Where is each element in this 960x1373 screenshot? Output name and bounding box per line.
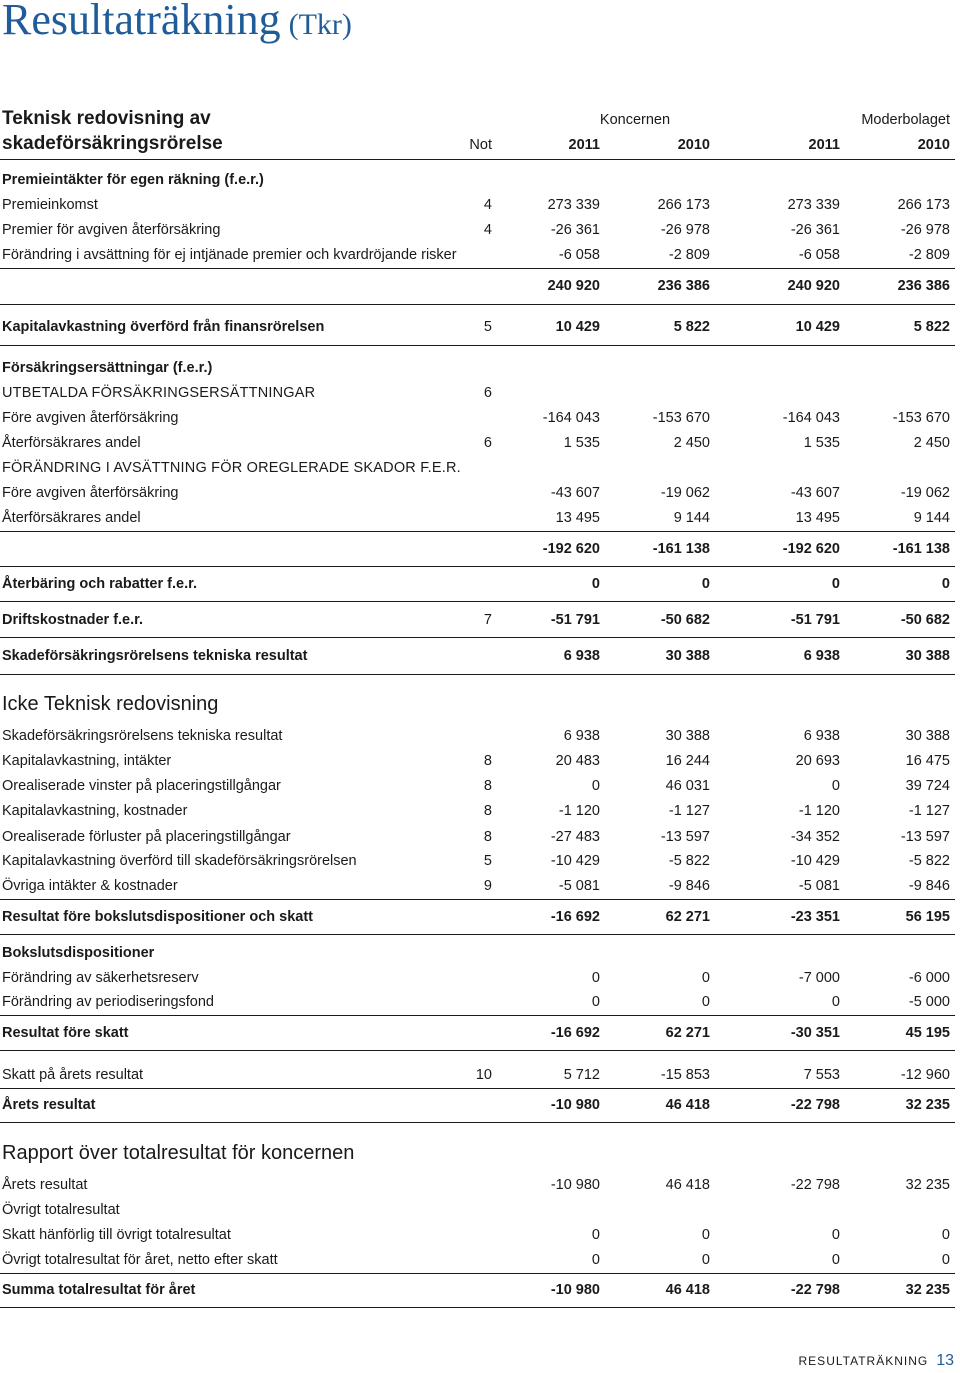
- row-value: -2 809: [908, 247, 950, 263]
- row-value: 6 938: [563, 648, 600, 664]
- row-value: 32 235: [905, 1097, 950, 1113]
- row-value: 6 938: [803, 728, 840, 744]
- table-row-total: [0, 1280, 955, 1300]
- row-label: Resultat före bokslutsdispositioner och skatt: [2, 909, 313, 925]
- row-value: 7 553: [803, 1067, 840, 1083]
- row-value: 6 938: [563, 728, 600, 744]
- row-value: -153 670: [892, 410, 950, 426]
- row-value: 236 386: [897, 278, 950, 294]
- row-value: 5 712: [563, 1067, 600, 1083]
- row-value: 0: [831, 994, 840, 1010]
- row-value: -9 846: [668, 878, 710, 894]
- row-value: -22 798: [790, 1177, 840, 1193]
- row-value: 32 235: [905, 1177, 950, 1193]
- table-row-total: [0, 646, 955, 666]
- row-value: 0: [701, 994, 710, 1010]
- row-value: -43 607: [550, 485, 600, 501]
- row-value: -10 980: [550, 1177, 600, 1193]
- row-value: 236 386: [657, 278, 710, 294]
- section-heading: [0, 1141, 955, 1165]
- rule: [0, 1050, 955, 1051]
- rule: [0, 674, 955, 675]
- rule: [0, 345, 955, 346]
- table-row-subtotal: [0, 539, 955, 559]
- row-value: 0: [591, 994, 600, 1010]
- row-value: -26 361: [550, 222, 600, 238]
- row-label: Skatt hänförlig till övrigt totalresultat: [2, 1227, 231, 1243]
- row-value: 6 938: [803, 648, 840, 664]
- row-value: -192 620: [782, 541, 840, 557]
- column-group-moderbolaget: Moderbolaget: [861, 112, 950, 128]
- row-note: 10: [475, 1067, 492, 1083]
- row-label: Övriga intäkter & kostnader: [2, 878, 178, 894]
- row-value: 13 495: [795, 510, 840, 526]
- column-header-year: 2010: [917, 137, 950, 153]
- column-group-koncernen: Koncernen: [599, 112, 671, 128]
- row-value: -26 978: [660, 222, 710, 238]
- row-note: 4: [483, 222, 492, 238]
- row-value: 240 920: [787, 278, 840, 294]
- row-value: 20 693: [795, 753, 840, 769]
- row-label: Resultat före skatt: [2, 1025, 129, 1041]
- table-row: [0, 943, 955, 963]
- page-number: 13: [936, 1352, 954, 1369]
- row-note: 5: [483, 319, 492, 335]
- row-value: -5 822: [668, 853, 710, 869]
- row-label: Förändring av periodiseringsfond: [2, 994, 214, 1010]
- section-heading-label: Icke Teknisk redovisning: [2, 693, 219, 715]
- row-value: -161 138: [652, 541, 710, 557]
- row-value: 10 429: [795, 319, 840, 335]
- table-row: [0, 751, 955, 771]
- row-value: 0: [591, 576, 600, 592]
- row-value: -13 597: [660, 829, 710, 845]
- row-value: 30 388: [665, 648, 710, 664]
- rule: [0, 566, 955, 567]
- row-value: -7 000: [798, 970, 840, 986]
- rule: [0, 934, 955, 935]
- row-note: 6: [483, 435, 492, 451]
- row-value: -19 062: [660, 485, 710, 501]
- row-note: 7: [483, 612, 492, 628]
- row-label: Bokslutsdispositioner: [2, 945, 155, 961]
- row-value: -10 980: [550, 1097, 600, 1113]
- row-label: Skadeförsäkringsrörelsens tekniska resultat: [2, 728, 283, 744]
- row-value: 1 535: [563, 435, 600, 451]
- row-label: Försäkringsersättningar (f.e.r.): [2, 360, 213, 376]
- table-row: [0, 220, 955, 240]
- row-value: -6 058: [558, 247, 600, 263]
- page-footer: [799, 1352, 954, 1370]
- row-value: -9 846: [908, 878, 950, 894]
- row-value: 0: [831, 1252, 840, 1268]
- row-value: -1 127: [668, 803, 710, 819]
- page-title-main: Resultaträkning: [2, 0, 281, 44]
- row-value: -51 791: [790, 612, 840, 628]
- row-label: Kapitalavkastning överförd från finansrörelsen: [2, 319, 325, 335]
- table-row-total: [0, 1023, 955, 1043]
- row-label: UTBETALDA FÖRSÄKRINGSERSÄTTNINGAR: [2, 385, 316, 401]
- table-row: [0, 483, 955, 503]
- table-row: [0, 610, 955, 630]
- row-value: -1 120: [798, 803, 840, 819]
- row-note: 4: [483, 197, 492, 213]
- row-value: 5 822: [673, 319, 710, 335]
- column-header-year: 2010: [677, 137, 710, 153]
- row-value: -50 682: [660, 612, 710, 628]
- row-value: -16 692: [550, 1025, 600, 1041]
- row-label: Premieintäkter för egen räkning (f.e.r.): [2, 172, 264, 188]
- row-value: 1 535: [803, 435, 840, 451]
- row-value: 0: [831, 576, 840, 592]
- row-label: Förändring av säkerhetsreserv: [2, 970, 199, 986]
- table-row: [0, 851, 955, 871]
- row-value: 0: [831, 1227, 840, 1243]
- table-row: [0, 195, 955, 215]
- row-value: -5 081: [558, 878, 600, 894]
- row-value: -164 043: [542, 410, 600, 426]
- row-note: 5: [483, 853, 492, 869]
- row-value: -2 809: [668, 247, 710, 263]
- row-value: -16 692: [550, 909, 600, 925]
- row-value: -22 798: [790, 1097, 840, 1113]
- rule: [0, 268, 955, 269]
- row-label: Förändring i avsättning för ej intjänade premier och kvardröjande risker: [2, 247, 457, 263]
- column-header-not: Not: [469, 137, 492, 153]
- row-label: Summa totalresultat för året: [2, 1282, 196, 1298]
- row-value: 30 388: [905, 648, 950, 664]
- row-value: 0: [701, 1252, 710, 1268]
- page-title-unit: (Tkr): [288, 8, 352, 41]
- row-value: -153 670: [652, 410, 710, 426]
- table-row: [0, 1250, 955, 1270]
- row-value: -164 043: [782, 410, 840, 426]
- rule: [0, 1088, 955, 1089]
- row-label: Före avgiven återförsäkring: [2, 410, 179, 426]
- row-label: Kapitalavkastning överförd till skadeförsäkringsrörelsen: [2, 853, 357, 869]
- rule: [0, 601, 955, 602]
- row-value: 0: [941, 1227, 950, 1243]
- row-value: 0: [591, 1252, 600, 1268]
- table-row: [0, 1225, 955, 1245]
- row-label: Driftskostnader f.e.r.: [2, 612, 144, 628]
- row-value: 20 483: [555, 753, 600, 769]
- table-row: [0, 408, 955, 428]
- row-label: Återförsäkrares andel: [2, 435, 141, 451]
- row-value: -10 429: [790, 853, 840, 869]
- row-value: -26 978: [900, 222, 950, 238]
- footer-section-name: RESULTATRÄKNING: [798, 1354, 929, 1368]
- row-value: 9 144: [913, 510, 950, 526]
- row-value: -27 483: [550, 829, 600, 845]
- row-value: 0: [591, 778, 600, 794]
- table-row: [0, 433, 955, 453]
- row-value: 62 271: [665, 909, 710, 925]
- rule: [0, 1273, 955, 1274]
- row-value: 30 388: [905, 728, 950, 744]
- row-value: 0: [831, 778, 840, 794]
- row-value: -161 138: [892, 541, 950, 557]
- row-value: 2 450: [673, 435, 710, 451]
- header-rule: [0, 159, 955, 160]
- row-label: Premieinkomst: [2, 197, 98, 213]
- row-label: Orealiserade vinster på placeringstillgångar: [2, 778, 281, 794]
- row-note: 8: [483, 753, 492, 769]
- row-value: 46 418: [665, 1097, 710, 1113]
- row-note: 9: [483, 878, 492, 894]
- row-value: 16 475: [905, 753, 950, 769]
- section-heading-line1: Teknisk redovisning av: [2, 108, 211, 129]
- row-value: -192 620: [542, 541, 600, 557]
- row-value: -43 607: [790, 485, 840, 501]
- row-value: -5 081: [798, 878, 840, 894]
- row-value: -26 361: [790, 222, 840, 238]
- row-value: 46 418: [665, 1177, 710, 1193]
- table-row-subtotal: [0, 276, 955, 296]
- table-row: [0, 726, 955, 746]
- row-value: 39 724: [905, 778, 950, 794]
- row-label: Återförsäkrares andel: [2, 510, 141, 526]
- rule: [0, 304, 955, 305]
- row-value: -5 000: [908, 994, 950, 1010]
- row-value: 13 495: [555, 510, 600, 526]
- table-row: [0, 358, 955, 378]
- row-label: Skadeförsäkringsrörelsens tekniska resultat: [2, 648, 308, 664]
- table-row: [0, 801, 955, 821]
- section-heading-label: Rapport över totalresultat för koncernen: [2, 1142, 355, 1164]
- row-label: Före avgiven återförsäkring: [2, 485, 179, 501]
- row-value: -12 960: [900, 1067, 950, 1083]
- table-row: [0, 968, 955, 988]
- table-row: [0, 458, 955, 478]
- row-note: 8: [483, 829, 492, 845]
- row-value: -23 351: [790, 909, 840, 925]
- table-row: [0, 992, 955, 1012]
- table-row: [0, 317, 955, 337]
- row-value: -6 000: [908, 970, 950, 986]
- row-label: Årets resultat: [2, 1177, 88, 1193]
- row-value: -10 980: [550, 1282, 600, 1298]
- row-value: -30 351: [790, 1025, 840, 1041]
- table-row-total: [0, 1095, 955, 1115]
- row-label: Skatt på årets resultat: [2, 1067, 144, 1083]
- row-value: -51 791: [550, 612, 600, 628]
- row-value: -50 682: [900, 612, 950, 628]
- row-value: 10 429: [555, 319, 600, 335]
- row-value: 46 031: [665, 778, 710, 794]
- table-row: [0, 574, 955, 594]
- row-value: -22 798: [790, 1282, 840, 1298]
- table-row: [0, 1175, 955, 1195]
- row-note: 8: [483, 803, 492, 819]
- row-value: 9 144: [673, 510, 710, 526]
- row-value: 45 195: [905, 1025, 950, 1041]
- row-label: Årets resultat: [2, 1097, 96, 1113]
- rule: [0, 637, 955, 638]
- row-value: 2 450: [913, 435, 950, 451]
- table-row: [0, 776, 955, 796]
- rule: [0, 531, 955, 532]
- row-value: 56 195: [905, 909, 950, 925]
- row-label: Kapitalavkastning, kostnader: [2, 803, 188, 819]
- table-row-total: [0, 907, 955, 927]
- row-value: 0: [701, 970, 710, 986]
- row-label: Övrigt totalresultat: [2, 1202, 120, 1218]
- table-row: [0, 827, 955, 847]
- row-note: 6: [483, 385, 492, 401]
- row-value: -1 120: [558, 803, 600, 819]
- table-row: [0, 508, 955, 528]
- table-row: [0, 876, 955, 896]
- row-label: Övrigt totalresultat för året, netto efter skatt: [2, 1252, 278, 1268]
- row-value: 273 339: [547, 197, 600, 213]
- row-value: 0: [701, 576, 710, 592]
- row-value: 46 418: [665, 1282, 710, 1298]
- row-value: 0: [591, 1227, 600, 1243]
- row-value: 266 173: [897, 197, 950, 213]
- row-value: 240 920: [547, 278, 600, 294]
- row-value: -19 062: [900, 485, 950, 501]
- row-note: 8: [483, 778, 492, 794]
- row-value: -13 597: [900, 829, 950, 845]
- row-label: FÖRÄNDRING I AVSÄTTNING FÖR OREGLERADE SKADOR F.E.R.: [2, 460, 461, 476]
- section-heading: [0, 692, 955, 716]
- row-value: 32 235: [905, 1282, 950, 1298]
- rule: [0, 1307, 955, 1308]
- table-row: [0, 1065, 955, 1085]
- row-value: 30 388: [665, 728, 710, 744]
- row-value: -15 853: [660, 1067, 710, 1083]
- row-value: 5 822: [913, 319, 950, 335]
- row-value: 273 339: [787, 197, 840, 213]
- row-value: -10 429: [550, 853, 600, 869]
- rule: [0, 1122, 955, 1123]
- row-label: Orealiserade förluster på placeringstillgångar: [2, 829, 291, 845]
- row-value: -34 352: [790, 829, 840, 845]
- row-value: 0: [591, 970, 600, 986]
- row-value: 0: [701, 1227, 710, 1243]
- table-row: [0, 245, 955, 265]
- row-value: 16 244: [665, 753, 710, 769]
- page-title: [2, 0, 352, 45]
- table-row: [0, 1200, 955, 1220]
- row-value: -6 058: [798, 247, 840, 263]
- rule: [0, 1015, 955, 1016]
- row-value: 266 173: [657, 197, 710, 213]
- row-value: -5 822: [908, 853, 950, 869]
- table-row: [0, 383, 955, 403]
- column-header-year: 2011: [568, 137, 600, 153]
- rule: [0, 899, 955, 900]
- row-value: -1 127: [908, 803, 950, 819]
- row-value: 62 271: [665, 1025, 710, 1041]
- row-label: Kapitalavkastning, intäkter: [2, 753, 172, 769]
- row-value: 0: [941, 576, 950, 592]
- row-label: Återbäring och rabatter f.e.r.: [2, 576, 197, 592]
- column-header-year: 2011: [808, 137, 840, 153]
- row-value: 0: [941, 1252, 950, 1268]
- row-label: Premier för avgiven återförsäkring: [2, 222, 221, 238]
- table-row: [0, 170, 955, 190]
- section-heading-line2: skadeförsäkringsrörelse: [2, 133, 223, 154]
